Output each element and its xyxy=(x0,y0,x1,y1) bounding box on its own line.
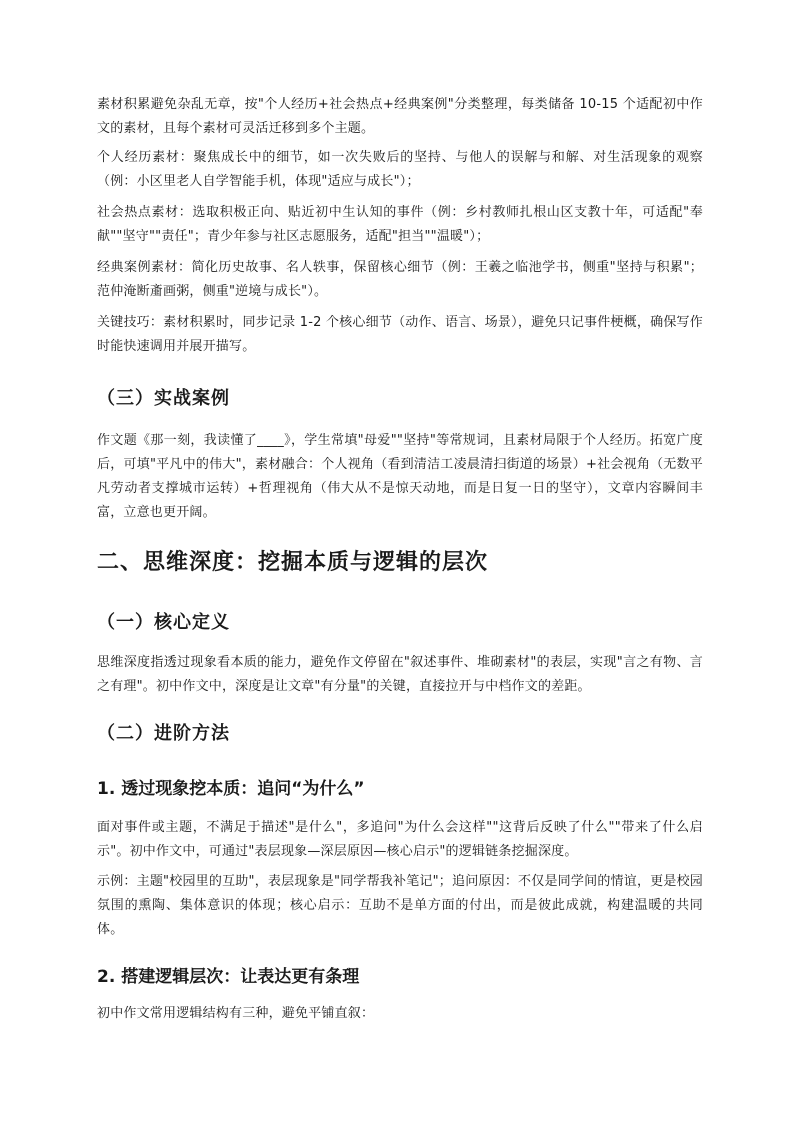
paragraph-key-tip: 关键技巧：素材积累时，同步记录 1-2 个核心细节（动作、语言、场景），避免只记事件梗概，确保写作时能快速调用并展开描写。 xyxy=(97,315,703,354)
paragraph-definition: 思维深度指透过现象看本质的能力，避免作文停留在"叙述事件、堆砌素材"的表层，实现"言之有物、言之有理"。初中作文中，深度是让文章"有分量"的关键，直接拉开与中档作文的差距。 xyxy=(97,655,703,694)
paragraph-case-text: 作文题《那一刻，我读懂了____》，学生常填"母爱""坚持"等常规词，且素材局限于个人经历。拓宽广度后，可填"平凡中的伟大"，素材融合：个人视角（看到清洁工凌晨清扫街道的场景）+社会视角（无数平凡劳动者支撑城市运转）+哲理视角（伟大从不是惊天动地，而是日复一日的坚守），文章内容瞬间丰富，立意也更开阔。 xyxy=(97,433,703,520)
heading-practical-case: （三）实战案例 xyxy=(97,388,230,409)
heading-method-one: 1. 透过现象挖本质：追问“为什么” xyxy=(97,779,365,799)
paragraph-material-intro: 素材积累避免杂乱无章，按"个人经历+社会热点+经典案例"分类整理，每类储备 10-15 个适配初中作文的素材，且每个素材可灵活迁移到多个主题。 xyxy=(97,97,703,136)
heading-method-two: 2. 搭建逻辑层次：让表达更有条理 xyxy=(97,967,360,987)
paragraph-personal-material: 个人经历素材：聚焦成长中的细节，如一次失败后的坚持、与他人的误解与和解、对生活现象的观察（例：小区里老人自学智能手机，体现"适应与成长"）； xyxy=(97,150,703,189)
heading-advanced-methods: （二）进阶方法 xyxy=(97,723,230,744)
paragraph-method-one: 面对事件或主题，不满足于描述"是什么"，多追问"为什么会这样""这背后反映了什么""带来了什么启示"。初中作文中，可通过"表层现象—深层原因—核心启示"的逻辑链条挖掘深度。 xyxy=(97,820,703,859)
heading-section-two: 二、思维深度：挖掘本质与逻辑的层次 xyxy=(97,550,489,575)
paragraph-method-one-example: 示例：主题"校园里的互助"，表层现象是"同学帮我补笔记"；追问原因：不仅是同学间的情谊，更是校园氛围的熏陶、集体意识的体现；核心启示：互助不是单方面的付出，而是彼此成就，构建温暖的共同体。 xyxy=(97,874,703,937)
paragraph-social-material: 社会热点素材：选取积极正向、贴近初中生认知的事件（例：乡村教师扎根山区支教十年，可适配"奉献""坚守""责任"；青少年参与社区志愿服务，适配"担当""温暖"）； xyxy=(97,205,703,244)
paragraph-method-two: 初中作文常用逻辑结构有三种，避免平铺直叙： xyxy=(97,1006,375,1021)
heading-core-definition: （一）核心定义 xyxy=(97,612,230,633)
paragraph-classic-material: 经典案例素材：简化历史故事、名人轶事，保留核心细节（例：王羲之临池学书，侧重"坚持与积累"；范仲淹断齑画粥，侧重"逆境与成长"）。 xyxy=(97,260,703,299)
